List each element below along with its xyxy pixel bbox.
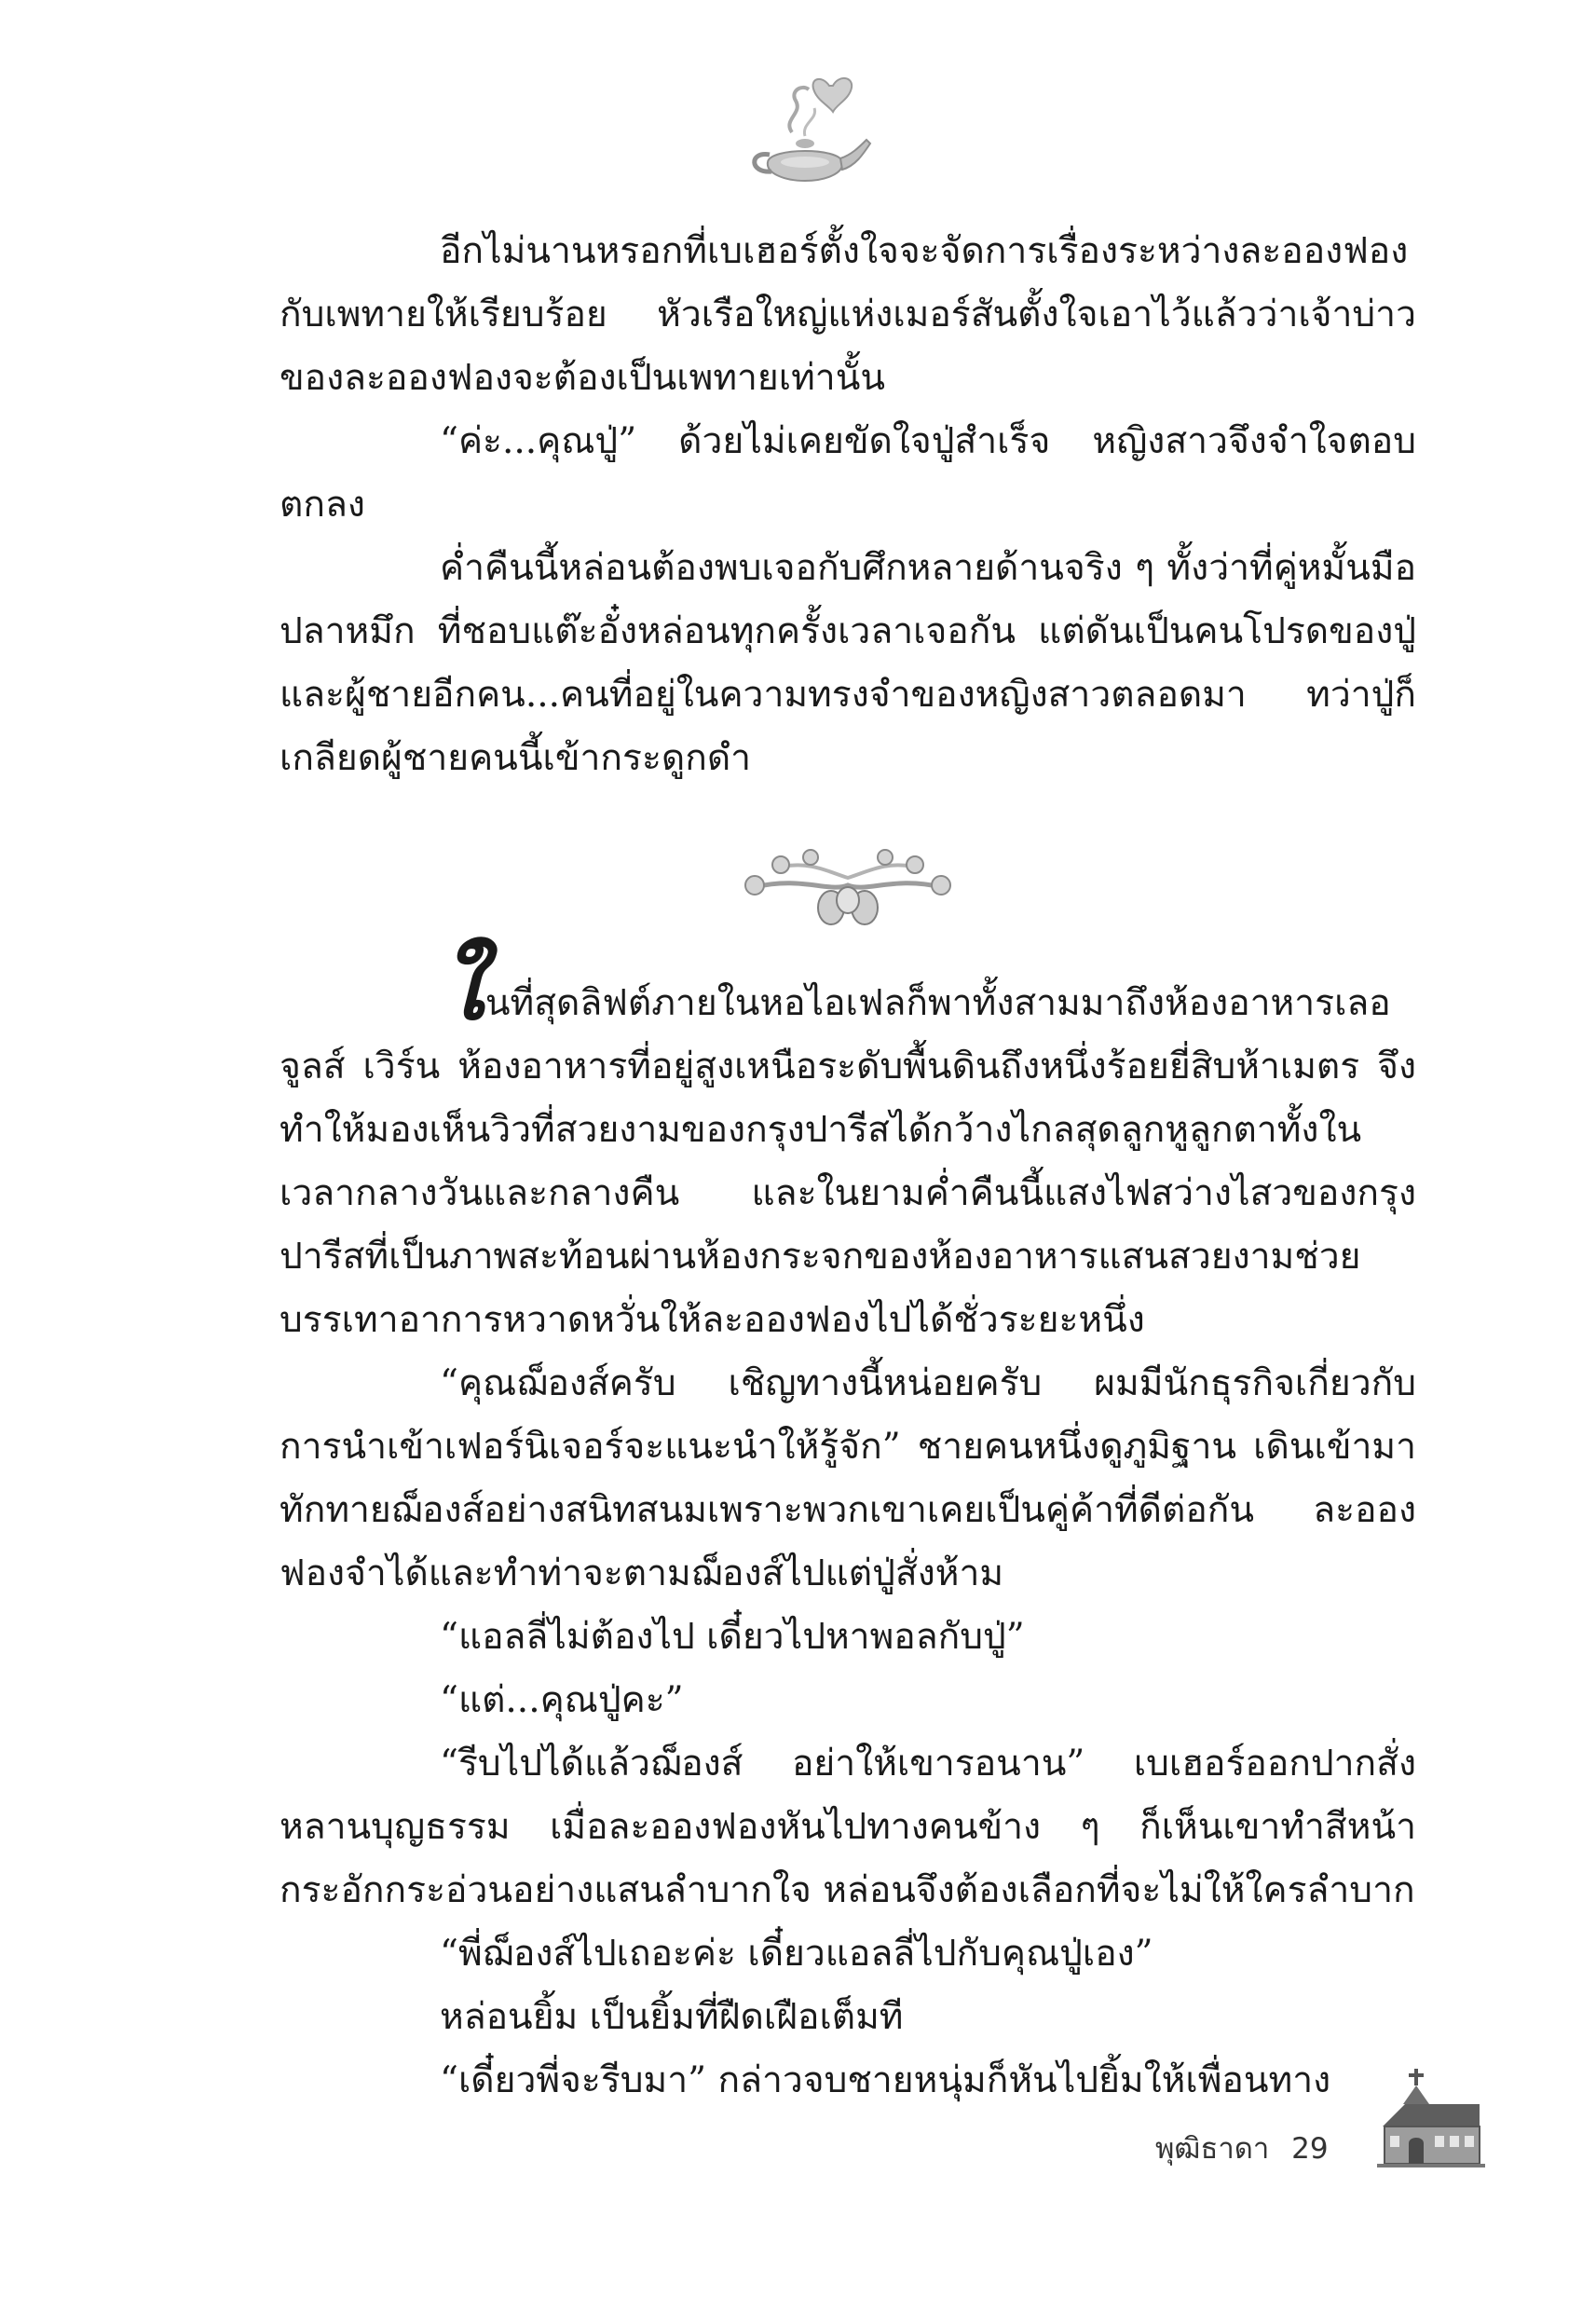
- paragraph: “เดี๋ยวพี่จะรีบมา” กล่าวจบชายหนุ่มก็หันไปยิ้มให้เพื่อนทาง: [440, 2059, 1331, 2101]
- paragraph: หล่อนยิ้ม เป็นยิ้มที่ฝืดเฝือเต็มที: [440, 1996, 904, 2038]
- page-number: 29: [1291, 2132, 1329, 2166]
- paragraph: “แต่...คุณปู่คะ”: [440, 1679, 684, 1721]
- text-block-top: [280, 220, 1416, 790]
- floral-divider-icon: [717, 820, 978, 932]
- church-icon: [1377, 2067, 1485, 2167]
- paragraph: “พี่ฌ็องส์ไปเถอะค่ะ เดี๋ยวแอลลี่ไปกับคุณปู่เอง”: [440, 1933, 1153, 1975]
- paragraph: “คุณฌ็องส์ครับ เชิญทางนี้หน่อยครับ ผมมีนักธุรกิจเกี่ยวกับการนำเข้าเฟอร์นิเจอร์จะแนะนำให้รู้จัก” ชายคนหนึ่งดูภูมิฐาน เดินเข้ามาทักทายฌ็องส์อย่างสนิทสนมเพราะพวกเขาเคยเป็นคู่ค้าที่ดีต่อกัน ละอองฟองจำได้และทำท่าจะตามฌ็องส์ไปแต่ปู่สั่งห้าม: [280, 1362, 1416, 1594]
- teapot-ornament-icon: [736, 58, 876, 188]
- dropcap-letter: ใ: [440, 935, 484, 1040]
- paragraph: “แอลลี่ไม่ต้องไป เดี๋ยวไปหาพอลกับปู่”: [440, 1616, 1025, 1658]
- paragraph: “ค่ะ...คุณปู่” ด้วยไม่เคยขัดใจปู่สำเร็จ หญิงสาวจึงจำใจตอบตกลง: [280, 420, 1416, 526]
- page-footer: [1155, 2125, 1342, 2171]
- text-block-bottom: [280, 935, 1416, 2113]
- paragraph: อีกไม่นานหรอกที่เบเฮอร์ตั้งใจจะจัดการเรื่องระหว่างละอองฟองกับเพทายให้เรียบร้อย หัวเรือใหญ่แห่งเมอร์สันตั้งใจเอาไว้แล้วว่าเจ้าบ่าวของละอองฟองจะต้องเป็นเพทายเท่านั้น: [280, 230, 1416, 399]
- book-title: พุฒิธาดา: [1155, 2132, 1270, 2166]
- paragraph: ค่ำคืนนี้หล่อนต้องพบเจอกับศึกหลายด้านจริง ๆ ทั้งว่าที่คู่หมั้นมือปลาหมึก ที่ชอบแต๊ะอั๋งหล่อนทุกครั้งเวลาเจอกัน แต่ดันเป็นคนโปรดของปู่ และผู้ชายอีกคน...คนที่อยู่ในความทรงจำของหญิงสาวตลอดมา ทว่าปู่ก็เกลียดผู้ชายคนนี้เข้ากระดูกดำ: [280, 547, 1416, 779]
- paragraph-body: นที่สุดลิฟต์ภายในหอไอเฟลก็พาทั้งสามมาถึงห้องอาหารเลอ จูลส์ เวิร์น ห้องอาหารที่อยู่สูงเหนือระดับพื้นดินถึงหนึ่งร้อยยี่สิบห้าเมตร จึงทำให้มองเห็นวิวที่สวยงามของกรุงปารีสได้กว้างไกลสุดลูกหูลูกตาทั้งในเวลากลางวันและกลางคืน และในยามค่ำคืนนี้แสงไฟสว่างไสวของกรุงปารีสที่เป็นภาพสะท้อนผ่านห้องกระจกของห้องอาหารแสนสวยงามช่วยบรรเทาอาการหวาดหวั่นให้ละอองฟองไปได้ชั่วระยะหนึ่ง: [280, 982, 1416, 1341]
- paragraph: “รีบไปได้แล้วฌ็องส์ อย่าให้เขารอนาน” เบเฮอร์ออกปากสั่งหลานบุญธรรม เมื่อละอองฟองหันไปทางคนข้าง ๆ ก็เห็นเขาทำสีหน้ากระอักกระอ่วนอย่างแสนลำบากใจ หล่อนจึงต้องเลือกที่จะไม่ให้ใครลำบาก: [280, 1743, 1416, 1911]
- paragraph-with-dropcap: [280, 935, 1416, 1352]
